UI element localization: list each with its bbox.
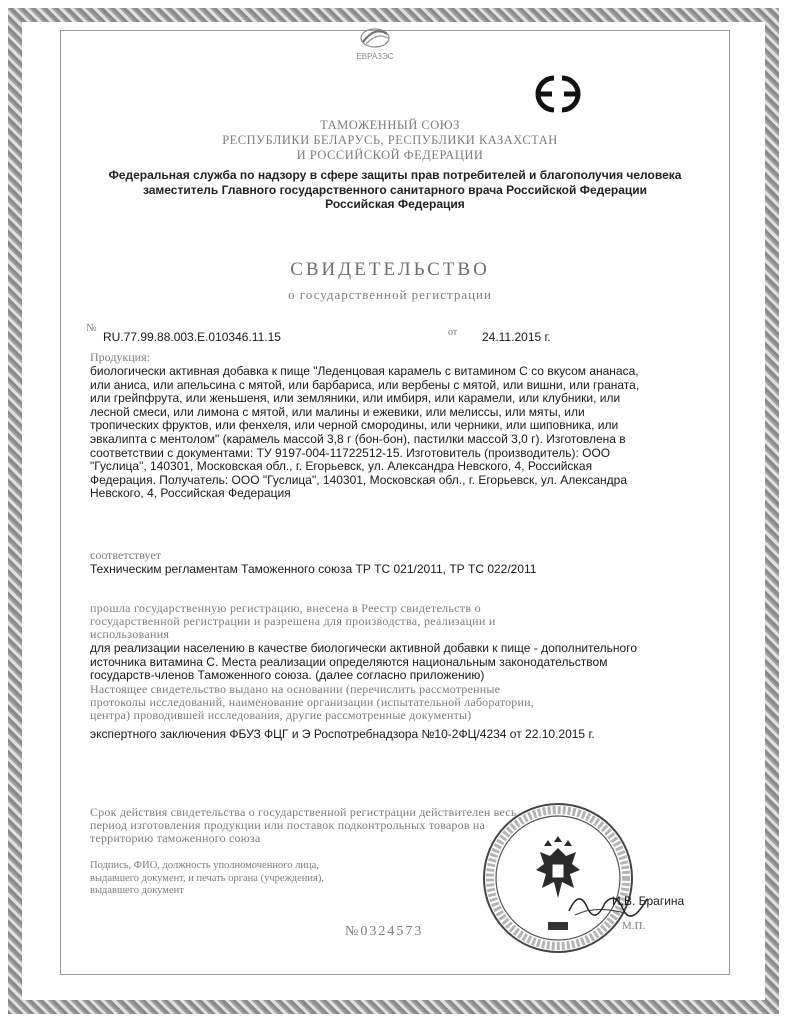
union-line: ТАМОЖЕННЫЙ СОЮЗ	[320, 118, 460, 132]
basis-caption	[90, 683, 670, 722]
product-line: биологически активная добавка к пище "Леденцовая карамель с витамином С со вкусом ананаса,	[90, 364, 639, 378]
registration-number: RU.77.99.88.003.Е.010346.11.15	[103, 330, 281, 344]
purpose-line: источника витамина С. Места реализации определяются национальным законодательством	[90, 654, 608, 669]
expert-conclusion: экспертного заключения ФБУЗ ФЦГ и Э Роспотребнадзора №10-2ФЦ/4234 от 22.10.2015 г.	[90, 727, 595, 741]
product-line: или грейпфрута, или женьшеня, или земляники, или имбиря, или карамели, или клубники, или	[90, 391, 621, 406]
product-line: тропических фруктов, или фенхеля, или черной смородины, или черники, или шиповника, или	[90, 418, 619, 433]
registration-caption	[90, 602, 665, 641]
product-line: лесной смеси, или лимона с мятой, или малины и ежевики, или мелиссы, или мяты, или	[90, 404, 585, 419]
stamp-place-label: М.П.	[622, 920, 646, 932]
eurasec-logo	[340, 24, 410, 66]
caption-line: Настоящее свидетельство выдано на основании (перечислить рассмотренные	[90, 682, 501, 696]
caption-line: Подпись, ФИО, должность уполномоченного лица,	[90, 860, 319, 871]
purpose-line: государств-членов Таможенного союза. (далее согласно приложению)	[90, 668, 485, 683]
caption-line: использования	[90, 627, 170, 641]
eac-mark-icon	[524, 72, 592, 116]
product-line: Невского, 4, Российская Федерация	[90, 486, 291, 501]
caption-line: выдавшего документ	[90, 885, 184, 896]
emblem-icon	[357, 24, 393, 52]
product-line: соответствии с документами: ТУ 9197-004-11722512-15. Изготовитель (производитель): ООО	[90, 445, 611, 460]
registration-date: 24.11.2015 г.	[482, 330, 551, 344]
signature-caption	[90, 860, 410, 898]
signer-name: И.В. Брагина	[612, 894, 685, 908]
conformity-label: соответствует	[90, 548, 161, 562]
agency-line: заместитель Главного государственного санитарного врача Российской Федерации	[142, 182, 648, 197]
union-line: РЕСПУБЛИКИ БЕЛАРУСЬ, РЕСПУБЛИКИ КАЗАХСТАН	[222, 133, 558, 147]
form-serial-number: №0324573	[345, 924, 424, 939]
caption-line: Срок действия свидетельства о государственной регистрации действителен весь	[90, 805, 517, 819]
official-stamp	[478, 798, 638, 958]
document-subtitle: о государственной регистрации	[288, 287, 492, 302]
product-line: или аниса, или апельсина с мятой, или барбариса, или вербены с мятой, или вишни, или граната,	[90, 377, 640, 392]
union-line: И РОССИЙСКОЙ ФЕДЕРАЦИИ	[296, 148, 484, 162]
caption-line: выдавшего документ, и печать органа (учреждения),	[90, 872, 324, 884]
caption-line: государственной регистрации и разрешена для производства, реализации и	[90, 614, 496, 628]
purpose-line: для реализации населению в качестве биологически активной добавки к пище - дополнительного	[90, 641, 637, 655]
caption-line: прошла государственную регистрацию, внесена в Реестр свидетельств о	[90, 601, 481, 615]
number-label: №	[86, 322, 97, 334]
agency-line: Федеральная служба по надзору в сфере защиты прав потребителей и благополучия человека	[108, 168, 682, 182]
agency-line: Российская Федерация	[325, 197, 465, 211]
caption-line: территорию таможенного союза	[90, 831, 261, 845]
document-title: СВИДЕТЕЛЬСТВО	[290, 259, 490, 280]
product-line: "Гуслица", 140301, Московская обл., г. Егорьевск, ул. Александра Невского, 4, Российская	[90, 459, 593, 474]
logo-word: ЕВРАЗЭС	[356, 52, 394, 61]
conformity-text: Техническим регламентам Таможенного союза ТР ТС 021/2011, ТР ТС 022/2011	[90, 562, 537, 576]
caption-line: протоколы исследований, наименование организации (испытательной лаборатории,	[90, 695, 534, 709]
product-line: Федерация. Получатель: ООО "Гуслица", 140301, Московская обл., г. Егорьевск, ул. Александра	[90, 472, 627, 487]
product-line: эвкалипта с ментолом" (карамель массой 3,8 г (бон-бон), пастилки массой 3,0 г). Изготовлена в	[90, 431, 626, 446]
caption-line: центра) проводившей исследования, другие рассмотренные документы)	[90, 708, 472, 722]
product-label: Продукция:	[90, 350, 150, 364]
registration-purpose	[90, 642, 670, 683]
product-description	[90, 365, 670, 501]
date-separator: от	[448, 327, 458, 338]
agency-header	[80, 168, 710, 212]
caption-line: период изготовления продукции или поставок подконтрольных товаров на	[90, 818, 486, 832]
customs-union-header	[100, 118, 680, 163]
